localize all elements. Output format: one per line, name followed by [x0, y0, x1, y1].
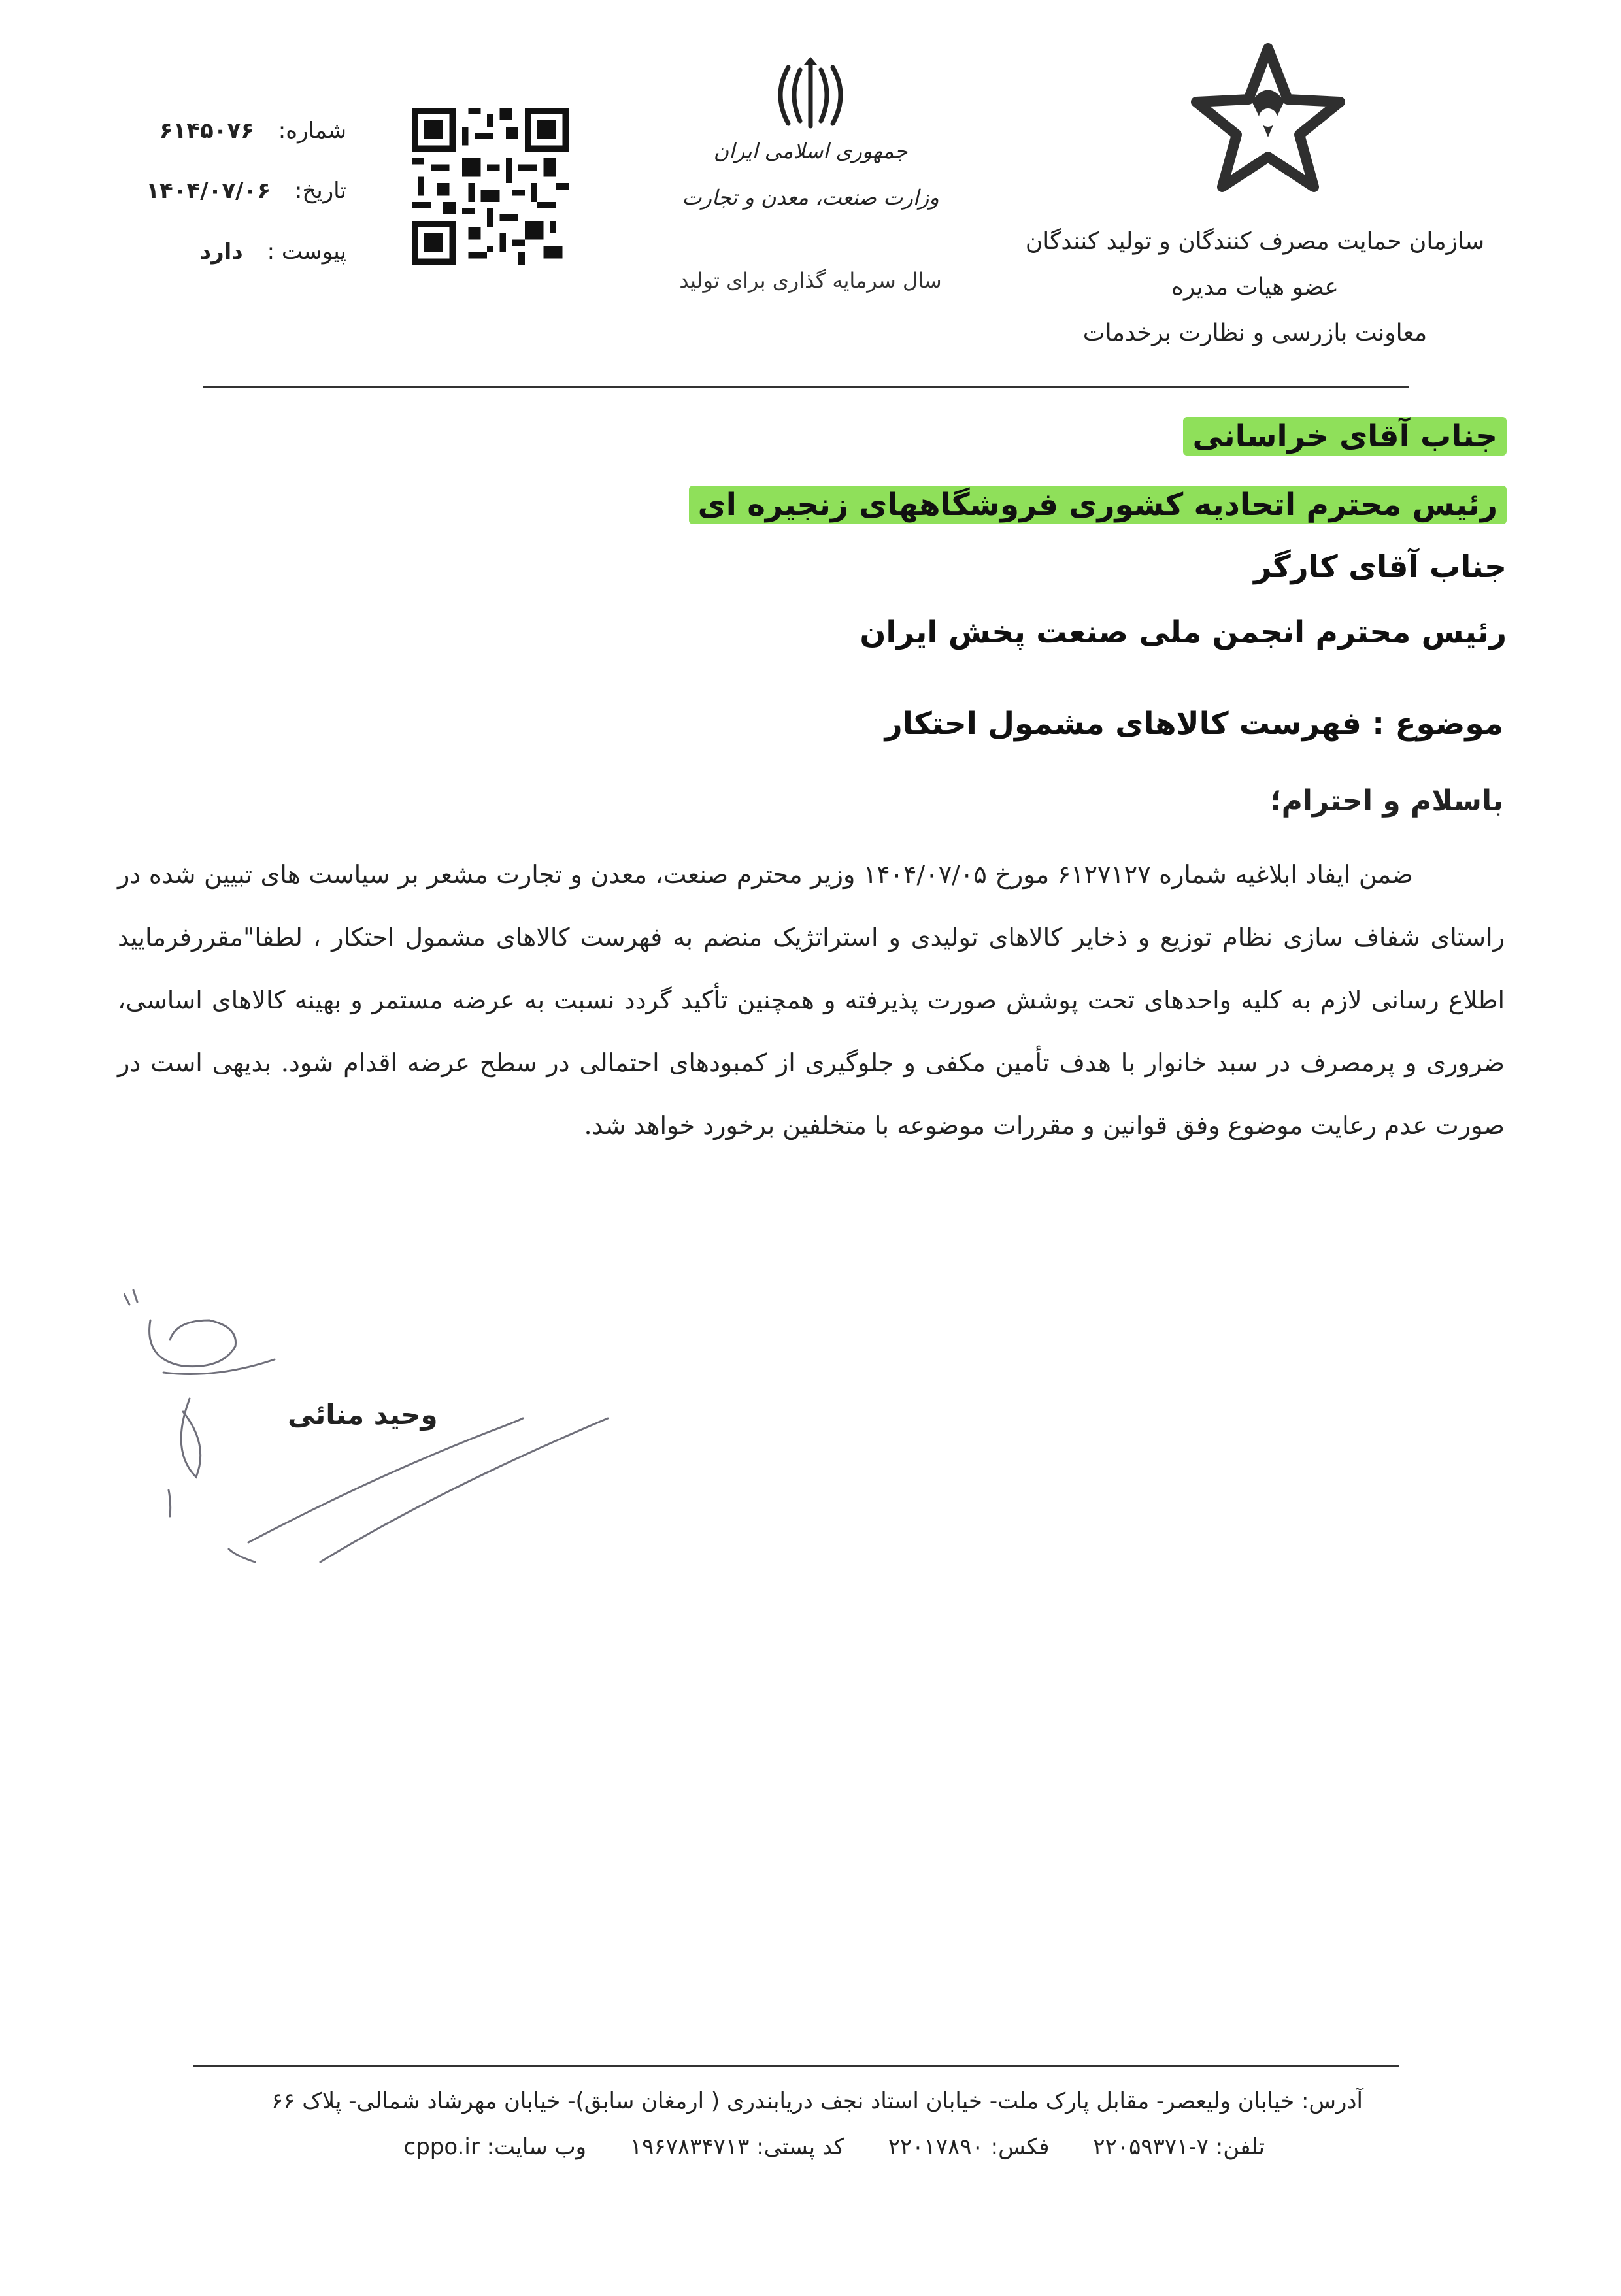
addressee-1-title — [689, 487, 1507, 523]
highlighted-text: رئیس محترم اتحادیه کشوری فروشگاههای زنجیره ای — [689, 486, 1507, 524]
org-department: معاونت بازرسی و نظارت برخدمات — [1082, 320, 1428, 346]
letter-date — [98, 178, 346, 204]
body-text: ضمن ایفاد ابلاغیه شماره ۶۱۲۷۱۲۷ مورخ ۱۴۰۴/۰۷/۰۵ وزیر محترم صنعت، معدن و تجارت مشعر بر سیاست های تبیین شده در راستای شفاف سازی نظام توزیع و ذخایر کالاهای تولیدی و استراتژیک منضم به فهرست کالاهای مشمول احتکار ، لطفا"مقررفرمایید اطلاع رسانی لازم به کلیه واحدهای تحت پوشش صورت پذیرفته و همچنین تأکید گردد نسبت به عرضه مستمر و بهینه کالاهای اساسی، ضروری و پرمصرف در سبد خانوار با هدف تأمین مکفی و جلوگیری از کمبودهای احتمالی در سطح عرضه اقدام شود. بدیهی است در صورت عدم رعایت موضوع وفق قوانین و مقررات موضوعه با متخلفین برخورد خواهد شد. — [118, 860, 1505, 1140]
addressee-1 — [1183, 418, 1507, 454]
addressee-2: جناب آقای کارگر — [1254, 549, 1507, 585]
footer-divider — [193, 2065, 1399, 2067]
org-name: سازمان حمایت مصرف کنندگان و تولید کنندگان — [1025, 228, 1485, 255]
qr-code — [412, 108, 569, 265]
attachment-value: دارد — [199, 239, 243, 265]
iran-emblem-icon — [771, 56, 850, 134]
footer-postal: کد پستی: ۱۹۶۷۸۳۴۷۱۳ — [629, 2134, 844, 2160]
letter-number — [98, 118, 346, 144]
year-slogan: سال سرمایه گذاری برای تولید — [679, 268, 942, 293]
letter-body — [118, 843, 1505, 1157]
addressee-2-title: رئیس محترم انجمن ملی صنعت پخش ایران — [860, 614, 1507, 650]
header-divider — [203, 386, 1409, 388]
government-name: جمهوری اسلامی ایران — [713, 139, 908, 163]
footer-fax: فکس: ۲۲۰۱۷۸۹۰ — [888, 2134, 1050, 2160]
date-value: ۱۴۰۴/۰۷/۰۶ — [146, 178, 271, 204]
letter-attachment — [98, 239, 346, 265]
highlighted-text: جناب آقای خراسانی — [1183, 417, 1507, 456]
org-board-title: عضو هیات مدیره — [1171, 274, 1339, 301]
footer-contact — [350, 2134, 1265, 2160]
ministry-name: وزارت صنعت، معدن و تجارت — [682, 185, 939, 210]
signer-name: وحید منائی — [288, 1399, 438, 1431]
number-label: شماره: — [278, 118, 346, 144]
cppo-logo — [1190, 39, 1346, 196]
attachment-label: پیوست : — [267, 239, 346, 265]
date-label: تاریخ: — [294, 178, 346, 204]
footer-website[interactable]: وب سایت: cppo.ir — [403, 2134, 586, 2160]
footer-phone: تلفن: ۷-۲۲۰۵۹۳۷۱ — [1093, 2134, 1265, 2160]
footer-address: آدرس: خیابان ولیعصر- مقابل پارک ملت- خیابان استاد نجف دریابندری ( ارمغان سابق)- خیابان مهرشاد شمالی- پلاک ۶۶ — [271, 2088, 1363, 2114]
subject-line: موضوع : فهرست کالاهای مشمول احتکار — [884, 706, 1503, 742]
organization-block — [1007, 219, 1503, 356]
greeting: باسلام و احترام؛ — [1269, 784, 1503, 818]
number-value: ۶۱۴۵۰۷۶ — [159, 118, 254, 144]
